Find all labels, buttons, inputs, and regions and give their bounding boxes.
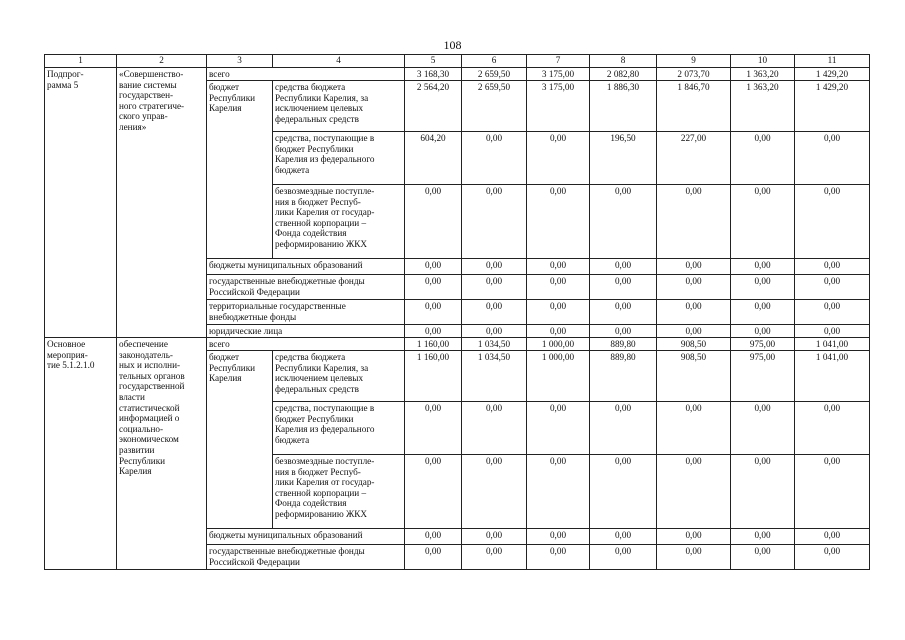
value-cell: 0,00 [731, 132, 795, 185]
column-header: 8 [590, 55, 657, 68]
value-cell: 0,00 [795, 402, 870, 455]
value-cell: 1 160,00 [405, 338, 462, 351]
column-header: 11 [795, 55, 870, 68]
value-cell: 0,00 [462, 132, 527, 185]
value-cell: 0,00 [657, 275, 731, 300]
value-cell: 0,00 [462, 185, 527, 259]
value-cell: 1 363,20 [731, 81, 795, 132]
program-title: обеспечение законодатель- ных и исполни- тельных органов государственной власти статистической информацией о социально- экономическом развитии Республики Карелия [117, 338, 207, 570]
value-cell: 1 846,70 [657, 81, 731, 132]
value-cell: 2 659,50 [462, 68, 527, 81]
value-cell: 0,00 [731, 545, 795, 570]
value-cell: 0,00 [405, 300, 462, 325]
value-cell: 1 000,00 [527, 338, 590, 351]
value-cell: 0,00 [657, 402, 731, 455]
budget-group-label: бюджет Республики Карелия [207, 351, 273, 529]
total-label: всего [207, 338, 405, 351]
value-cell: 0,00 [462, 259, 527, 275]
value-cell: 3 168,30 [405, 68, 462, 81]
value-cell: 0,00 [795, 300, 870, 325]
value-cell: 0,00 [527, 325, 590, 338]
value-cell: 1 429,20 [795, 81, 870, 132]
value-cell: 0,00 [731, 455, 795, 529]
value-cell: 0,00 [462, 325, 527, 338]
value-cell: 0,00 [590, 185, 657, 259]
column-header: 7 [527, 55, 590, 68]
value-cell: 0,00 [527, 300, 590, 325]
value-cell: 604,20 [405, 132, 462, 185]
value-cell: 1 886,30 [590, 81, 657, 132]
program-title: «Совершенство- вание системы государствен- ного стратегиче- ского управ- ления» [117, 68, 207, 338]
value-cell: 227,00 [657, 132, 731, 185]
value-cell: 2 659,50 [462, 81, 527, 132]
funding-source-label: средства, поступающие в бюджет Республики Карелия из федерального бюджета [273, 402, 405, 455]
value-cell: 0,00 [731, 275, 795, 300]
total-label: всего [207, 68, 405, 81]
value-cell: 0,00 [795, 275, 870, 300]
value-cell: 0,00 [405, 325, 462, 338]
value-cell: 1 041,00 [795, 338, 870, 351]
value-cell: 0,00 [795, 529, 870, 545]
value-cell: 975,00 [731, 338, 795, 351]
value-cell: 0,00 [527, 545, 590, 570]
value-cell: 3 175,00 [527, 81, 590, 132]
value-cell: 0,00 [462, 275, 527, 300]
value-cell: 0,00 [590, 275, 657, 300]
value-cell: 0,00 [527, 132, 590, 185]
funding-source-label: безвозмездные поступле- ния в бюджет Респуб- лики Карелия от государ- ственной корпорации – Фонда содействия реформированию ЖКХ [273, 185, 405, 259]
total-row [45, 68, 870, 81]
value-cell: 0,00 [657, 545, 731, 570]
value-cell: 0,00 [731, 529, 795, 545]
value-cell: 0,00 [657, 455, 731, 529]
value-cell: 2 082,80 [590, 68, 657, 81]
column-header: 4 [273, 55, 405, 68]
column-header: 2 [117, 55, 207, 68]
value-cell: 1 034,50 [462, 351, 527, 402]
value-cell: 1 041,00 [795, 351, 870, 402]
funding-source-label: юридические лица [207, 325, 405, 338]
value-cell: 1 363,20 [731, 68, 795, 81]
value-cell: 0,00 [405, 402, 462, 455]
column-header: 10 [731, 55, 795, 68]
value-cell: 2 564,20 [405, 81, 462, 132]
value-cell: 0,00 [405, 275, 462, 300]
value-cell: 0,00 [795, 455, 870, 529]
value-cell: 0,00 [527, 185, 590, 259]
column-header: 6 [462, 55, 527, 68]
value-cell: 0,00 [590, 545, 657, 570]
value-cell: 0,00 [795, 325, 870, 338]
value-cell: 1 429,20 [795, 68, 870, 81]
column-header: 1 [45, 55, 117, 68]
total-row [45, 338, 870, 351]
value-cell: 3 175,00 [527, 68, 590, 81]
program-code: Основное мероприя- тие 5.1.2.1.0 [45, 338, 117, 570]
funding-source-label: средства бюджета Республики Карелия, за исключением целевых федеральных средств [273, 351, 405, 402]
funding-source-label: безвозмездные поступле- ния в бюджет Респуб- лики Карелия от государ- ственной корпорации – Фонда содействия реформированию ЖКХ [273, 455, 405, 529]
value-cell: 908,50 [657, 351, 731, 402]
value-cell: 0,00 [657, 259, 731, 275]
value-cell: 0,00 [527, 259, 590, 275]
value-cell: 0,00 [795, 259, 870, 275]
value-cell: 0,00 [657, 300, 731, 325]
value-cell: 0,00 [657, 325, 731, 338]
value-cell: 0,00 [590, 402, 657, 455]
value-cell: 0,00 [731, 259, 795, 275]
funding-source-label: бюджеты муниципальных образований [207, 529, 405, 545]
value-cell: 0,00 [731, 185, 795, 259]
value-cell: 0,00 [462, 545, 527, 570]
value-cell: 0,00 [405, 529, 462, 545]
value-cell: 0,00 [657, 185, 731, 259]
budget-group-label: бюджет Республики Карелия [207, 81, 273, 259]
value-cell: 0,00 [527, 402, 590, 455]
value-cell: 0,00 [795, 185, 870, 259]
value-cell: 1 034,50 [462, 338, 527, 351]
value-cell: 1 000,00 [527, 351, 590, 402]
value-cell: 0,00 [462, 455, 527, 529]
value-cell: 0,00 [462, 529, 527, 545]
column-header: 9 [657, 55, 731, 68]
value-cell: 0,00 [731, 402, 795, 455]
value-cell: 0,00 [527, 529, 590, 545]
table-body [45, 55, 870, 570]
funding-source-label: государственные внебюджетные фонды Российской Федерации [207, 275, 405, 300]
funding-source-label: средства бюджета Республики Карелия, за исключением целевых федеральных средств [273, 81, 405, 132]
value-cell: 0,00 [527, 275, 590, 300]
column-number-row [45, 55, 870, 68]
value-cell: 0,00 [527, 455, 590, 529]
value-cell: 0,00 [590, 259, 657, 275]
value-cell: 0,00 [795, 545, 870, 570]
value-cell: 908,50 [657, 338, 731, 351]
column-header: 3 [207, 55, 273, 68]
page-number: 108 [443, 38, 462, 52]
value-cell: 889,80 [590, 351, 657, 402]
program-code: Подпрог- рамма 5 [45, 68, 117, 338]
value-cell: 196,50 [590, 132, 657, 185]
value-cell: 975,00 [731, 351, 795, 402]
funding-source-label: бюджеты муниципальных образований [207, 259, 405, 275]
value-cell: 0,00 [405, 185, 462, 259]
value-cell: 0,00 [590, 325, 657, 338]
value-cell: 0,00 [590, 300, 657, 325]
value-cell: 0,00 [731, 300, 795, 325]
value-cell: 0,00 [405, 455, 462, 529]
budget-table [44, 54, 870, 570]
value-cell: 1 160,00 [405, 351, 462, 402]
value-cell: 0,00 [405, 545, 462, 570]
value-cell: 0,00 [462, 402, 527, 455]
funding-source-label: средства, поступающие в бюджет Республики Карелия из федерального бюджета [273, 132, 405, 185]
value-cell: 0,00 [795, 132, 870, 185]
funding-source-label: государственные внебюджетные фонды Российской Федерации [207, 545, 405, 570]
value-cell: 0,00 [462, 300, 527, 325]
value-cell: 0,00 [405, 259, 462, 275]
value-cell: 0,00 [731, 325, 795, 338]
value-cell: 0,00 [590, 529, 657, 545]
value-cell: 2 073,70 [657, 68, 731, 81]
value-cell: 0,00 [657, 529, 731, 545]
column-header: 5 [405, 55, 462, 68]
value-cell: 0,00 [590, 455, 657, 529]
value-cell: 889,80 [590, 338, 657, 351]
funding-source-label: территориальные государственные внебюджетные фонды [207, 300, 405, 325]
